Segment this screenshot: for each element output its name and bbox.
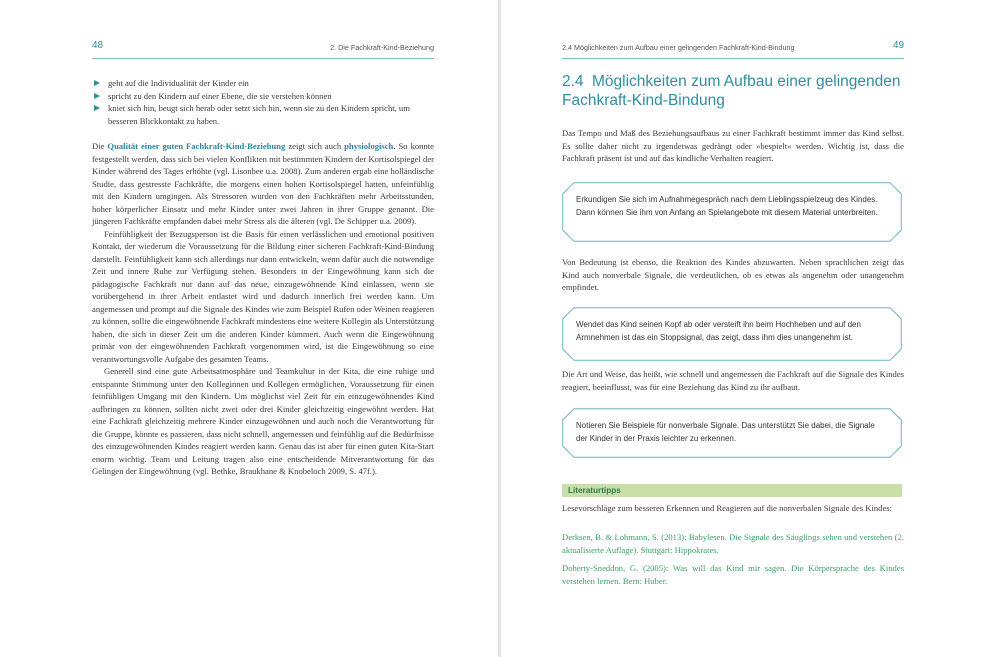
- tip-box: [562, 307, 902, 361]
- paragraph: Feinfühligkeit der Bezugsperson ist die Basis für einen verlässlichen und emotional positiven Kontakt, der wiederum die Voraussetzung für die Bildung einer sicheren Fachkraft-Kind-Bindung darstellt. Feinfühligkeit kann sich allerdings nur dann entwickeln, wenn dafür auch die notwendige Zeit und innere Ruhe zur Verfügung stehen. Besonders in der Eingewöhnung kann sich die pädagogische Fachkraft nur dann auf das neue, einzugewöhnende Kind einlassen, wenn sie vorübergehend in ihrer Arbeit entlastet wird und dadurch innerlich frei werden kann. Um angemessen und prompt auf die Signale des Kindes wie zum Beispiel Rufen oder Weinen reagieren zu können, sollte die eingewöhnende Fachkraft mindestens eine weitere Kollegin als Unterstützung haben, die sich in dieser Zeit um die anderen Kinder kümmert. Auch wenn die Eingewöhnung primär von der eingewöhnenden Fachkraft vorgenommen wird, ist die Eingewöhnung so eine verantwortungsvolle Aufgabe des gesamten Teams.: [92, 228, 434, 364]
- page-number: 48: [92, 40, 104, 51]
- highlight-term: physiologisch: [344, 141, 394, 151]
- list-item: spricht zu den Kindern auf einer Ebene, die sie verstehen können: [92, 90, 432, 103]
- page-number: 49: [893, 40, 905, 51]
- paragraph: Von Bedeutung ist ebenso, die Reaktion des Kindes abzuwarten. Neben sprachlichen zeigt das Kind auch nonverbale Signale, die verdeutlichen, ob es etwas als angenehm oder unangenehm empfindet.: [562, 257, 904, 292]
- paragraph: Die Art und Weise, das heißt, wie schnell und angemessen die Fachkraft auf die Signale des Kindes reagiert, beeinflusst, was für eine Beziehung das Kind zu ihr aufbaut.: [562, 369, 904, 392]
- bullet-triangle-icon: [94, 93, 100, 99]
- literature-intro: Lesevorschläge zum besseren Erkennen und Reagieren auf die nonverbalen Signale des Kindes:: [562, 503, 893, 513]
- tip-box: [562, 182, 902, 242]
- highlight-term: Qualität einer guten Fachkraft-Kind-Beziehung: [107, 141, 286, 151]
- tip-text: Wendet das Kind seinen Kopf ab oder versteift ihn beim Hochheben und auf den Armnehmen ist das ein Stoppsignal, das zeigt, dass ihm dies unangenehm ist.: [576, 320, 861, 342]
- body-text: [92, 140, 434, 478]
- list-item: geht auf die Individualität der Kinder ein: [92, 77, 432, 90]
- bullet-list: [92, 77, 432, 127]
- tip-text: Notieren Sie Beispiele für nonverbale Signale. Das unterstützt Sie dabei, die Signale der Kinder in der Praxis leichter zu erkennen.: [576, 421, 875, 443]
- running-head: 2. Die Fachkraft-Kind-Beziehung: [330, 43, 434, 52]
- left-page: [0, 0, 498, 657]
- list-item: kniet sich hin, beugt sich herab oder setzt sich hin, wenn sie zu den Kindern spricht, um besseren Blickkontakt zu haben.: [92, 102, 432, 127]
- header-rule: [562, 58, 904, 59]
- tip-box: [562, 408, 902, 458]
- tip-text: Erkundigen Sie sich im Aufnahmegespräch nach dem Lieblingsspielzeug des Kindes. Dann können Sie ihm von Anfang an Spielangebote mit diesem Material unterbreiten.: [576, 195, 878, 217]
- literature-entry: Doherty-Sneddon, G. (2005): Was will das Kind mir sagen. Die Körpersprache des Kindes verstehen lernen. Bern: Huber.: [562, 563, 904, 586]
- literature-entry: Derksen, B. & Lohmann, S. (2013): Babylesen. Die Signale des Säuglings sehen und verstehen (2. aktualisierte Auflage). Stuttgart: Hippokrates.: [562, 532, 904, 555]
- paragraph: Die Qualität einer guten Fachkraft-Kind-Beziehung zeigt sich auch physiologisch. So konnte festgestellt werden, dass sich bei vielen Konflikten mit bestimmten Kindern der Kortisolspiegel der Kinder während des Tages erhöhte (vgl. Lisonbee u.a. 2008). Zum anderen ergab eine holländische Studie, dass gestresste Fachkräfte, die morgens einen hohen Kortisolspiegel hatten, unfeinfühlig mit den Kindern umgingen. Als Stressoren wurden von den Fachkräften mehr Arbeitsstunden, hoher körperlicher Einsatz und mehr Kinder unter zwei Jahren in ihrer Gruppe genannt. Die jüngeren Fachkräfte empfanden dabei mehr Stress als die älteren (vgl. De Schipper u.a. 2009).: [92, 141, 434, 226]
- literature-heading: Literaturtipps: [562, 484, 902, 497]
- section-heading: [562, 72, 902, 110]
- paragraph: Das Tempo und Maß des Beziehungsaufbaus zu einer Fachkraft bestimmt immer das Kind selbst. Es sollte daher nicht zu irgendetwas gedrängt oder »bespielt« werden. Wichtig ist, dass die Fachkraft präsent ist und auf das kindliche Verhalten reagiert.: [562, 128, 904, 163]
- section-number: 2.4: [562, 73, 584, 90]
- bullet-triangle-icon: [94, 105, 100, 111]
- bullet-triangle-icon: [94, 80, 100, 86]
- section-title: Möglichkeiten zum Aufbau einer gelingenden Fachkraft-Kind-Bindung: [562, 73, 901, 109]
- paragraph: Generell sind eine gute Arbeitsatmosphäre und Teamkultur in der Kita, die eine ruhige und entspannte Stimmung unter den Kolleginnen und Kollegen ermöglichen, Voraussetzung für einen feinfühligen Umgang mit den Kindern. Um möglichst viel Zeit für ein einzugewöhnendes Kind aufbringen zu können, sollten nicht zwei oder drei Kinder gleichzeitig eingewöhnt werden. Hat eine Fachkraft gleichzeitig mehrere Kinder einzugewöhnen und auch noch die Verantwortung für die Gruppe, könnte es passieren, dass nicht schnell, angemessen und feinfühlig auf die Bedürfnisse des einzugewöhnenden Kindes reagiert werden kann. Genau das ist aber für einen guten Kita-Start enorm wichtig. Team und Leitung tragen also eine entscheidende Mitverantwortung für das Gelingen der Eingewöhnung (vgl. Bethke, Braukhane & Knobeloch 2009, S. 47f.).: [92, 366, 434, 476]
- running-head: 2.4 Möglichkeiten zum Aufbau einer gelingenden Fachkraft-Kind-Bindung: [562, 43, 795, 52]
- header-rule: [92, 58, 434, 59]
